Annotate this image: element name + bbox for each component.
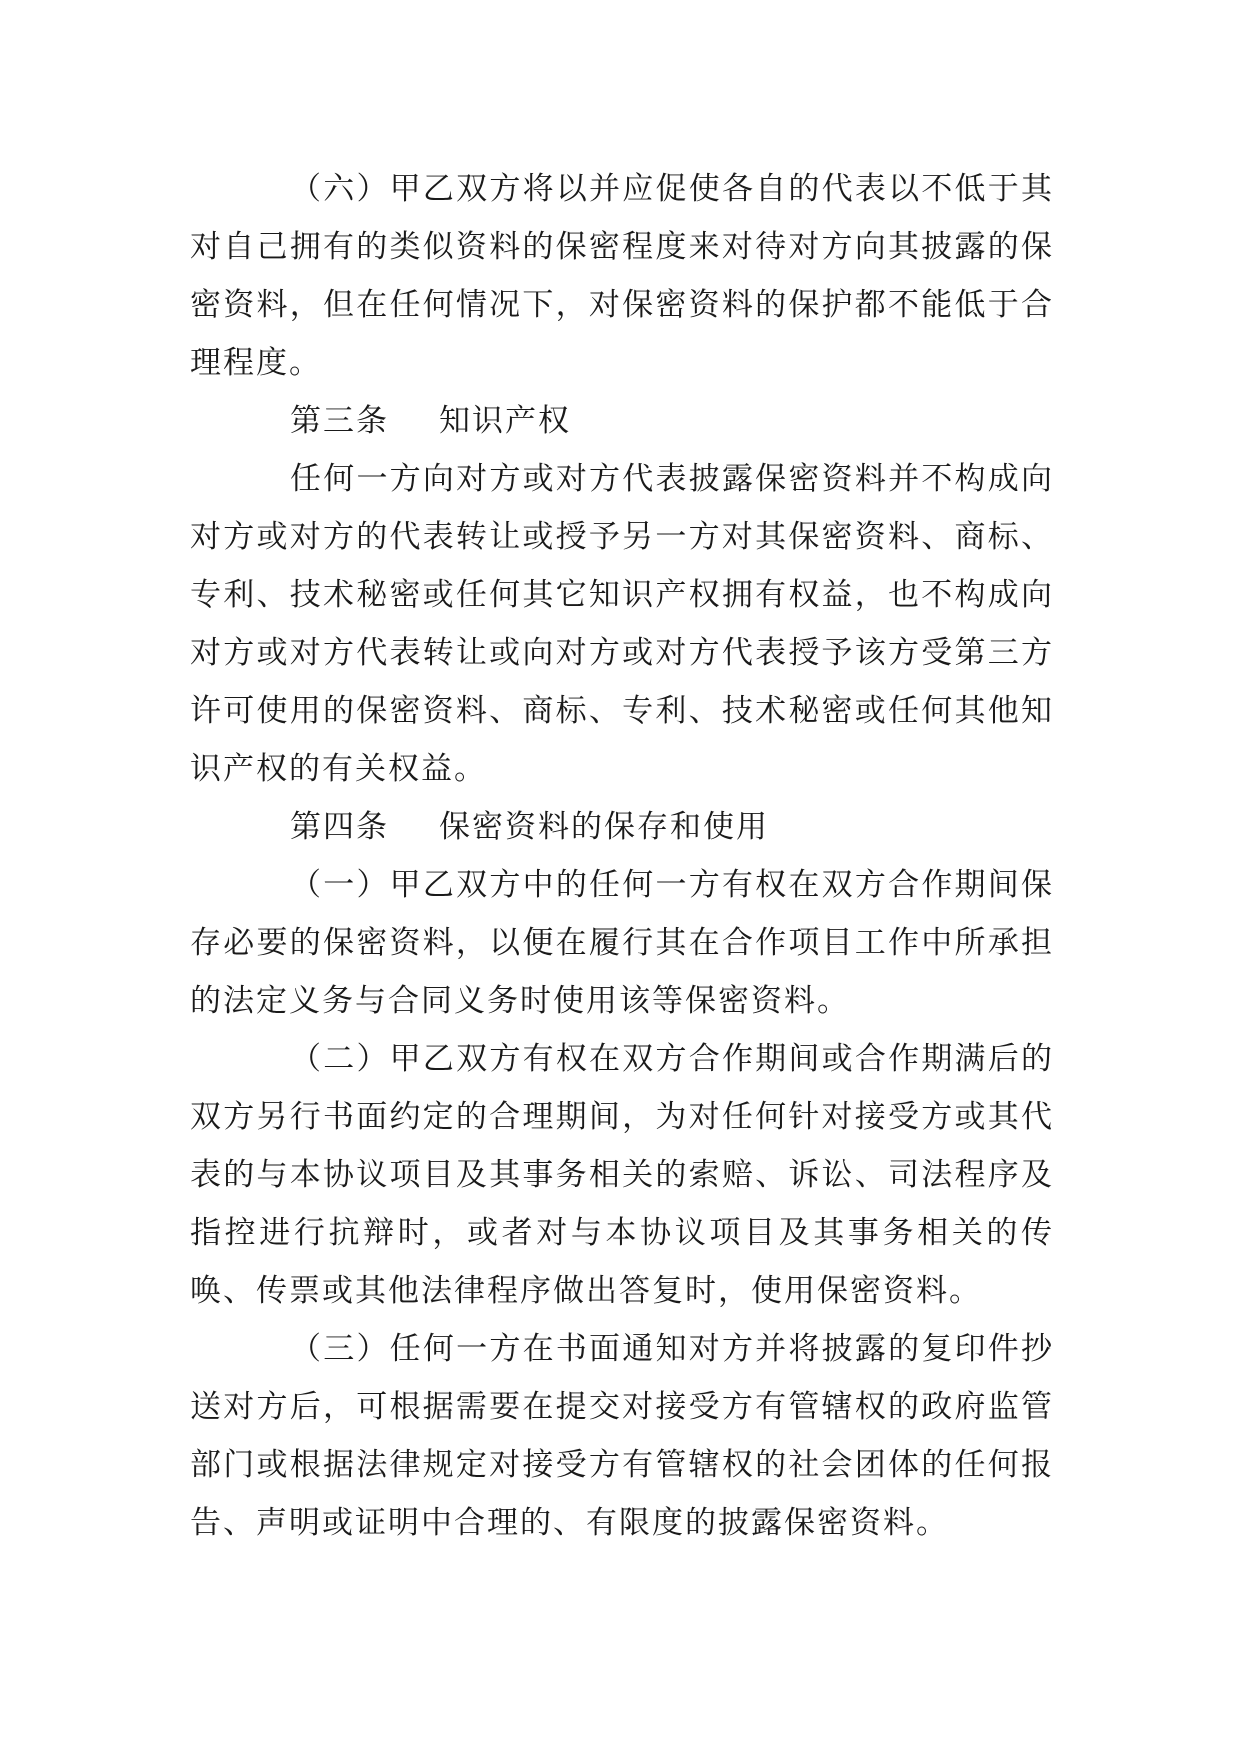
article-number: 第三条 <box>290 403 389 439</box>
article-number: 第四条 <box>290 809 389 845</box>
article-3-paragraph: 任何一方向对方或对方代表披露保密资料并不构成向对方或对方的代表转让或授予另一方对其保密资料、商标、专利、技术秘密或任何其它知识产权拥有权益，也不构成向对方或对方代表转让或向对方或对方代表授予该方受第三方许可使用的保密资料、商标、专利、技术秘密或任何其他知识产权的有关权益。 <box>190 461 1054 787</box>
paragraph-6-confidentiality-standard: （六）甲乙双方将以并应促使各自的代表以不低于其对自己拥有的类似资料的保密程度来对待对方向其披露的保密资料，但在任何情况下，对保密资料的保护都不能低于合理程度。 <box>190 171 1054 381</box>
article-4-paragraph-3: （三）任何一方在书面通知对方并将披露的复印件抄送对方后，可根据需要在提交对接受方有管辖权的政府监管部门或根据法律规定对接受方有管辖权的社会团体的任何报告、声明或证明中合理的、有限度的披露保密资料。 <box>190 1331 1054 1541</box>
article-4-heading <box>190 798 1054 856</box>
article-title: 保密资料的保存和使用 <box>439 809 769 845</box>
article-title: 知识产权 <box>439 403 571 439</box>
article-4-paragraph-2: （二）甲乙双方有权在双方合作期间或合作期满后的双方另行书面约定的合理期间，为对任何针对接受方或其代表的与本协议项目及其事务相关的索赔、诉讼、司法程序及指控进行抗辩时，或者对与本协议项目及其事务相关的传唤、传票或其他法律程序做出答复时，使用保密资料。 <box>190 1041 1054 1309</box>
article-3-heading <box>190 392 1054 450</box>
article-4-paragraph-1: （一）甲乙双方中的任何一方有权在双方合作期间保存必要的保密资料，以便在履行其在合作项目工作中所承担的法定义务与合同义务时使用该等保密资料。 <box>190 867 1054 1019</box>
document-body <box>190 160 1054 1552</box>
